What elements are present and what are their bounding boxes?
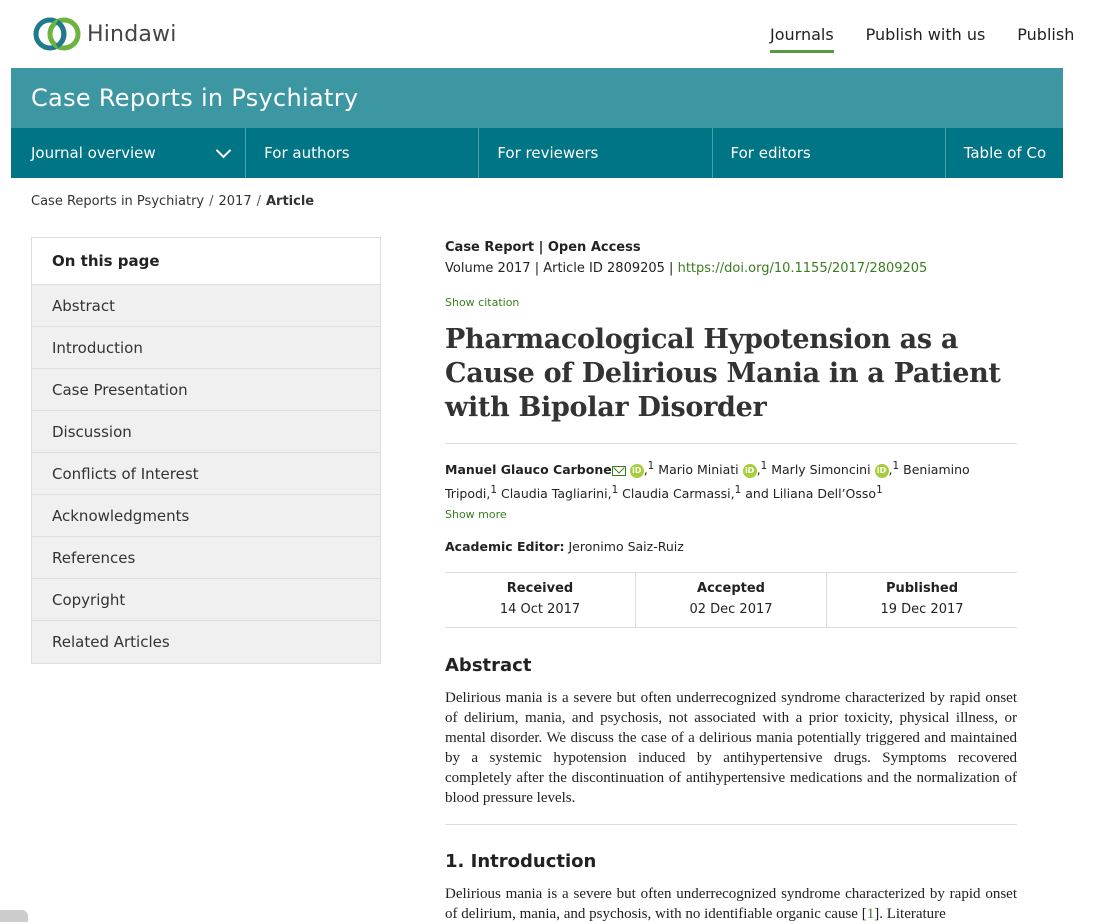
corner-tab[interactable] [0, 910, 28, 922]
nav-publish-with-us[interactable]: Publish with us [865, 25, 986, 44]
abstract-text: Delirious mania is a severe but often underrecognized syndrome characterized by rapid onset of delirium, mania, and psychosis, not associated with a prior toxicity, physical illness, or mental disorder. We discuss the case of a delirious mania potentially triggered and maintained by a systemic hypotension induced by antihypertensive drugs. Symptoms recovered completely after the discontinuation of antihypertensive medications and the normalization of blood pressure levels. [445, 690, 1017, 807]
affiliation-sup: 1 [892, 460, 900, 472]
journal-nav-authors[interactable] [246, 128, 479, 178]
affiliation-sup: 1 [734, 484, 742, 497]
date-value: 19 Dec 2017 [880, 602, 964, 618]
divider [445, 443, 1017, 444]
author-list: Manuel Glauco Carbone iD ,$^1$ Mario Miniati iD ,$^1$ Marly Simoncini iD ,$^1$ Beniamino Tripodi,$^1$ Claudia Tagliarini,$^1$ Claudia Carmassi,$^1$ and Liliana Dell’Osso$^1$ [445, 460, 970, 502]
sidebar-item-introduction[interactable]: Introduction [32, 327, 380, 369]
intro-text-end: ]. Literature [874, 906, 946, 923]
article-title: Pharmacological Hypotension as a Cause of Delirious Mania in a Patient with Bipolar Disorder [445, 324, 1001, 423]
abstract-heading: Abstract [445, 655, 532, 677]
breadcrumb-year[interactable]: 2017 [218, 194, 252, 209]
sidebar-item-discussion[interactable]: Discussion [32, 411, 380, 453]
journal-nav-reviewers-label: For reviewers [497, 144, 599, 162]
journal-nav-reviewers[interactable] [479, 128, 712, 178]
brand-name: Hindawi [87, 21, 177, 47]
date-label: Received [506, 581, 574, 597]
on-this-page-sidebar [31, 237, 381, 664]
journal-nav-editors-label: For editors [730, 144, 811, 162]
chevron-down-icon [216, 143, 232, 159]
sidebar-item-copyright[interactable]: Copyright [32, 579, 380, 621]
author-name[interactable]: Manuel Glauco Carbone [445, 462, 612, 478]
affiliation-sup: 1 [760, 460, 768, 472]
editor-label: Academic Editor: [445, 539, 565, 555]
orcid-icon[interactable]: iD [875, 464, 889, 478]
sidebar-item-abstract[interactable]: Abstract [32, 285, 380, 327]
sidebar-item-case-presentation[interactable]: Case Presentation [32, 369, 380, 411]
hindawi-logo-icon [32, 14, 84, 54]
journal-nav-authors-label: For authors [264, 144, 350, 162]
date-label: Published [885, 581, 959, 597]
mail-icon[interactable] [612, 466, 626, 476]
sidebar-item-references[interactable]: References [32, 537, 380, 579]
journal-nav [11, 128, 1063, 178]
date-label: Accepted [697, 581, 765, 597]
journal-nav-overview[interactable] [11, 128, 246, 178]
author-name[interactable]: Beniamino Tripodi, [445, 462, 970, 502]
journal-nav-overview-label: Journal overview [31, 144, 156, 162]
hindawi-logo[interactable] [32, 14, 177, 54]
journal-nav-toc[interactable] [946, 128, 1063, 178]
affiliation-sup: 1 [876, 484, 883, 497]
breadcrumb-separator: / [209, 194, 214, 209]
nav-journals[interactable]: Journals [770, 25, 834, 53]
publication-dates [445, 572, 1017, 628]
journal-title[interactable]: Case Reports in Psychiatry [31, 84, 359, 112]
breadcrumb-separator: / [256, 194, 261, 209]
introduction-text [445, 884, 1017, 924]
article-type: Case Report | Open Access [445, 240, 641, 255]
breadcrumb-journal[interactable]: Case Reports in Psychiatry [31, 194, 205, 209]
article-volume-line [445, 261, 1017, 276]
orcid-icon[interactable]: iD [630, 464, 644, 478]
breadcrumb [31, 194, 314, 209]
intro-text-start: Delirious mania is a severe but often underrecognized syndrome characterized by rapid onset of delirium, mania, and psychosis, with no identifiable organic cause [ [445, 886, 1017, 923]
author-name[interactable]: Claudia Tagliarini, [500, 486, 612, 502]
date-accepted [636, 573, 827, 627]
author-name[interactable]: Claudia Carmassi, [622, 486, 735, 502]
reference-link[interactable]: 1 [866, 906, 875, 923]
author-name[interactable]: Mario Miniati [658, 462, 739, 478]
affiliation-sup: 1 [490, 484, 497, 497]
site-header [0, 0, 1075, 68]
sidebar-item-related-articles[interactable]: Related Articles [32, 621, 380, 663]
academic-editor [445, 539, 1017, 554]
author-name[interactable]: Marly Simoncini [771, 462, 871, 478]
sidebar-heading: On this page [32, 238, 380, 285]
affiliation-sup: 1 [611, 484, 619, 497]
journal-banner [11, 68, 1063, 128]
breadcrumb-current: Article [265, 194, 315, 209]
journal-nav-editors[interactable] [713, 128, 946, 178]
sidebar-item-acknowledgments[interactable]: Acknowledgments [32, 495, 380, 537]
author-name[interactable]: and Liliana Dell’Osso [745, 486, 877, 502]
show-citation-link[interactable]: Show citation [445, 296, 520, 309]
date-received [445, 573, 636, 627]
orcid-icon[interactable]: iD [743, 464, 757, 478]
divider [445, 824, 1017, 825]
volume-info: Volume 2017 | Article ID 2809205 | [445, 261, 678, 276]
journal-nav-toc-label: Table of Co [963, 144, 1047, 162]
top-navigation [770, 25, 1106, 53]
show-more-link[interactable]: Show more [445, 508, 507, 522]
editor-name: Jeronimo Saiz-Ruiz [568, 539, 684, 555]
article-main [445, 240, 1017, 924]
doi-link[interactable]: https://doi.org/10.1155/2017/2809205 [677, 261, 928, 276]
date-value: 02 Dec 2017 [689, 602, 773, 618]
date-value: 14 Oct 2017 [499, 602, 581, 618]
introduction-heading: 1. Introduction [445, 851, 597, 873]
nav-publish[interactable]: Publish [1017, 25, 1075, 44]
affiliation-sup: 1 [647, 460, 655, 472]
date-published [827, 573, 1017, 627]
sidebar-item-conflicts-of-interest[interactable]: Conflicts of Interest [32, 453, 380, 495]
